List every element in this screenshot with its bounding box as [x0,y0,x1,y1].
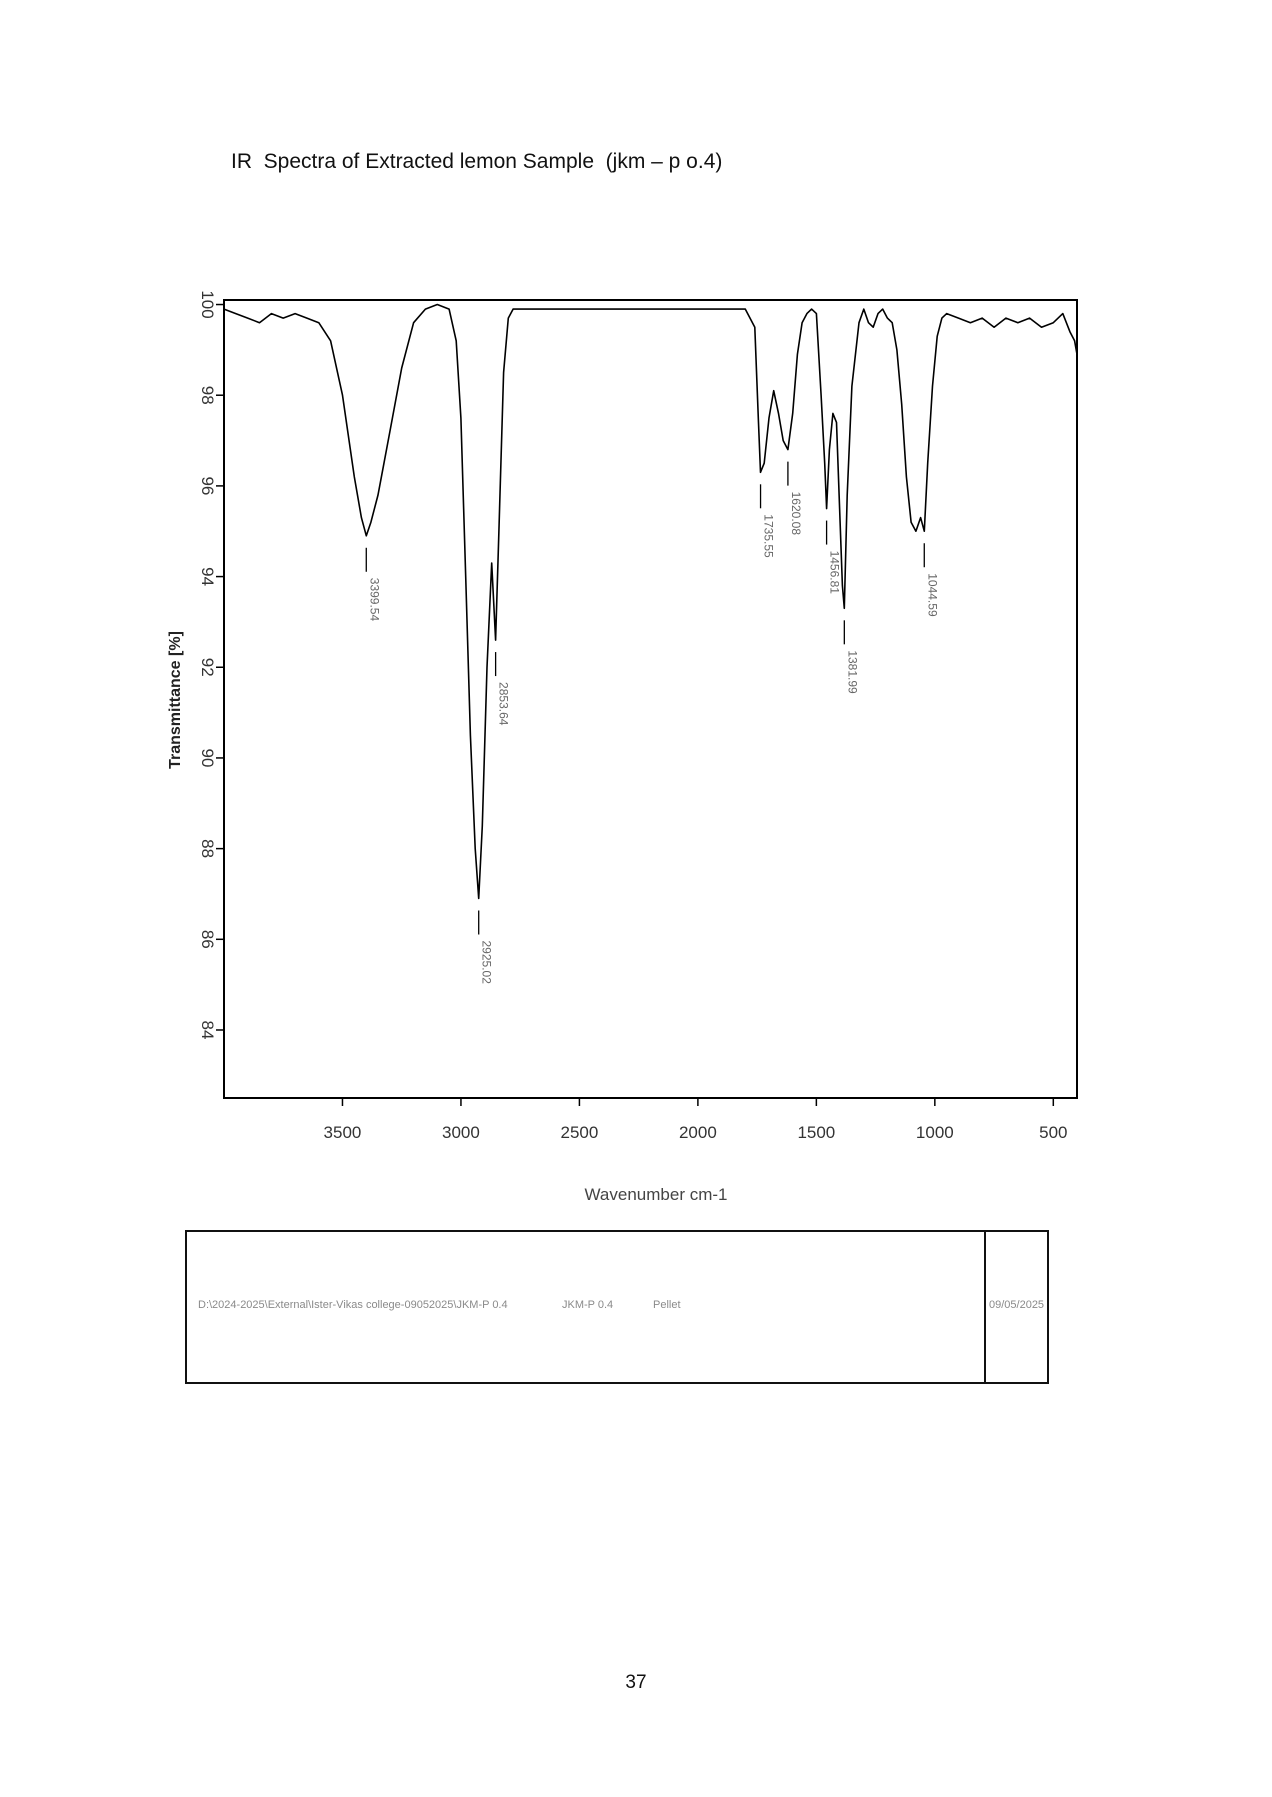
x-tick-label: 3000 [442,1123,480,1142]
x-tick-label: 500 [1039,1123,1068,1142]
y-tick-label: 86 [198,929,217,949]
y-tick-label: 96 [198,476,217,496]
y-tick-label: 94 [198,567,217,587]
peak-label: 2925.02 [479,940,494,984]
x-axis-title: Wavenumber cm-1 [584,1185,728,1200]
measurement-date: 09/05/2025 [989,1299,1045,1311]
y-axis-title: Transmittance [%] [167,631,184,769]
spectrum-line [224,305,1077,899]
y-tick-label: 90 [198,748,217,768]
peak-label: 1456.81 [827,550,842,594]
y-tick-label: 84 [198,1020,217,1040]
plot-frame [224,300,1077,1098]
y-axis-title-group [167,631,184,769]
y-tick-label: 100 [198,290,217,319]
peak-label: 1620.08 [788,491,803,536]
page-heading: IR Spectra of Extracted lemon Sample (jkm – p o.4) [231,150,723,173]
info-divider [984,1232,986,1382]
peak-label: 2853.64 [496,682,511,726]
x-tick-label: 1500 [797,1123,836,1142]
x-tick-label: 2000 [678,1123,717,1142]
peak-label: 1381.99 [845,650,860,694]
x-tick-label: 2500 [560,1123,599,1142]
instrument-info-box [185,1230,1049,1384]
y-tick-label: 98 [198,385,217,405]
peak-label: 1044.59 [925,573,940,617]
y-tick-label: 92 [198,657,217,677]
x-tick-label: 1000 [915,1123,954,1142]
file-path: D:\2024-2025\External\Ister-Vikas college-09052025\JKM-P 0.4 [198,1299,508,1311]
peak-label: 3399.54 [367,577,382,622]
page-number: 37 [625,1672,647,1693]
peak-label: 1735.55 [761,514,776,558]
sample-name: JKM-P 0.4 [562,1299,614,1311]
y-tick-label: 88 [198,839,217,859]
sample-method: Pellet [653,1299,681,1311]
x-tick-label: 3500 [323,1123,362,1142]
